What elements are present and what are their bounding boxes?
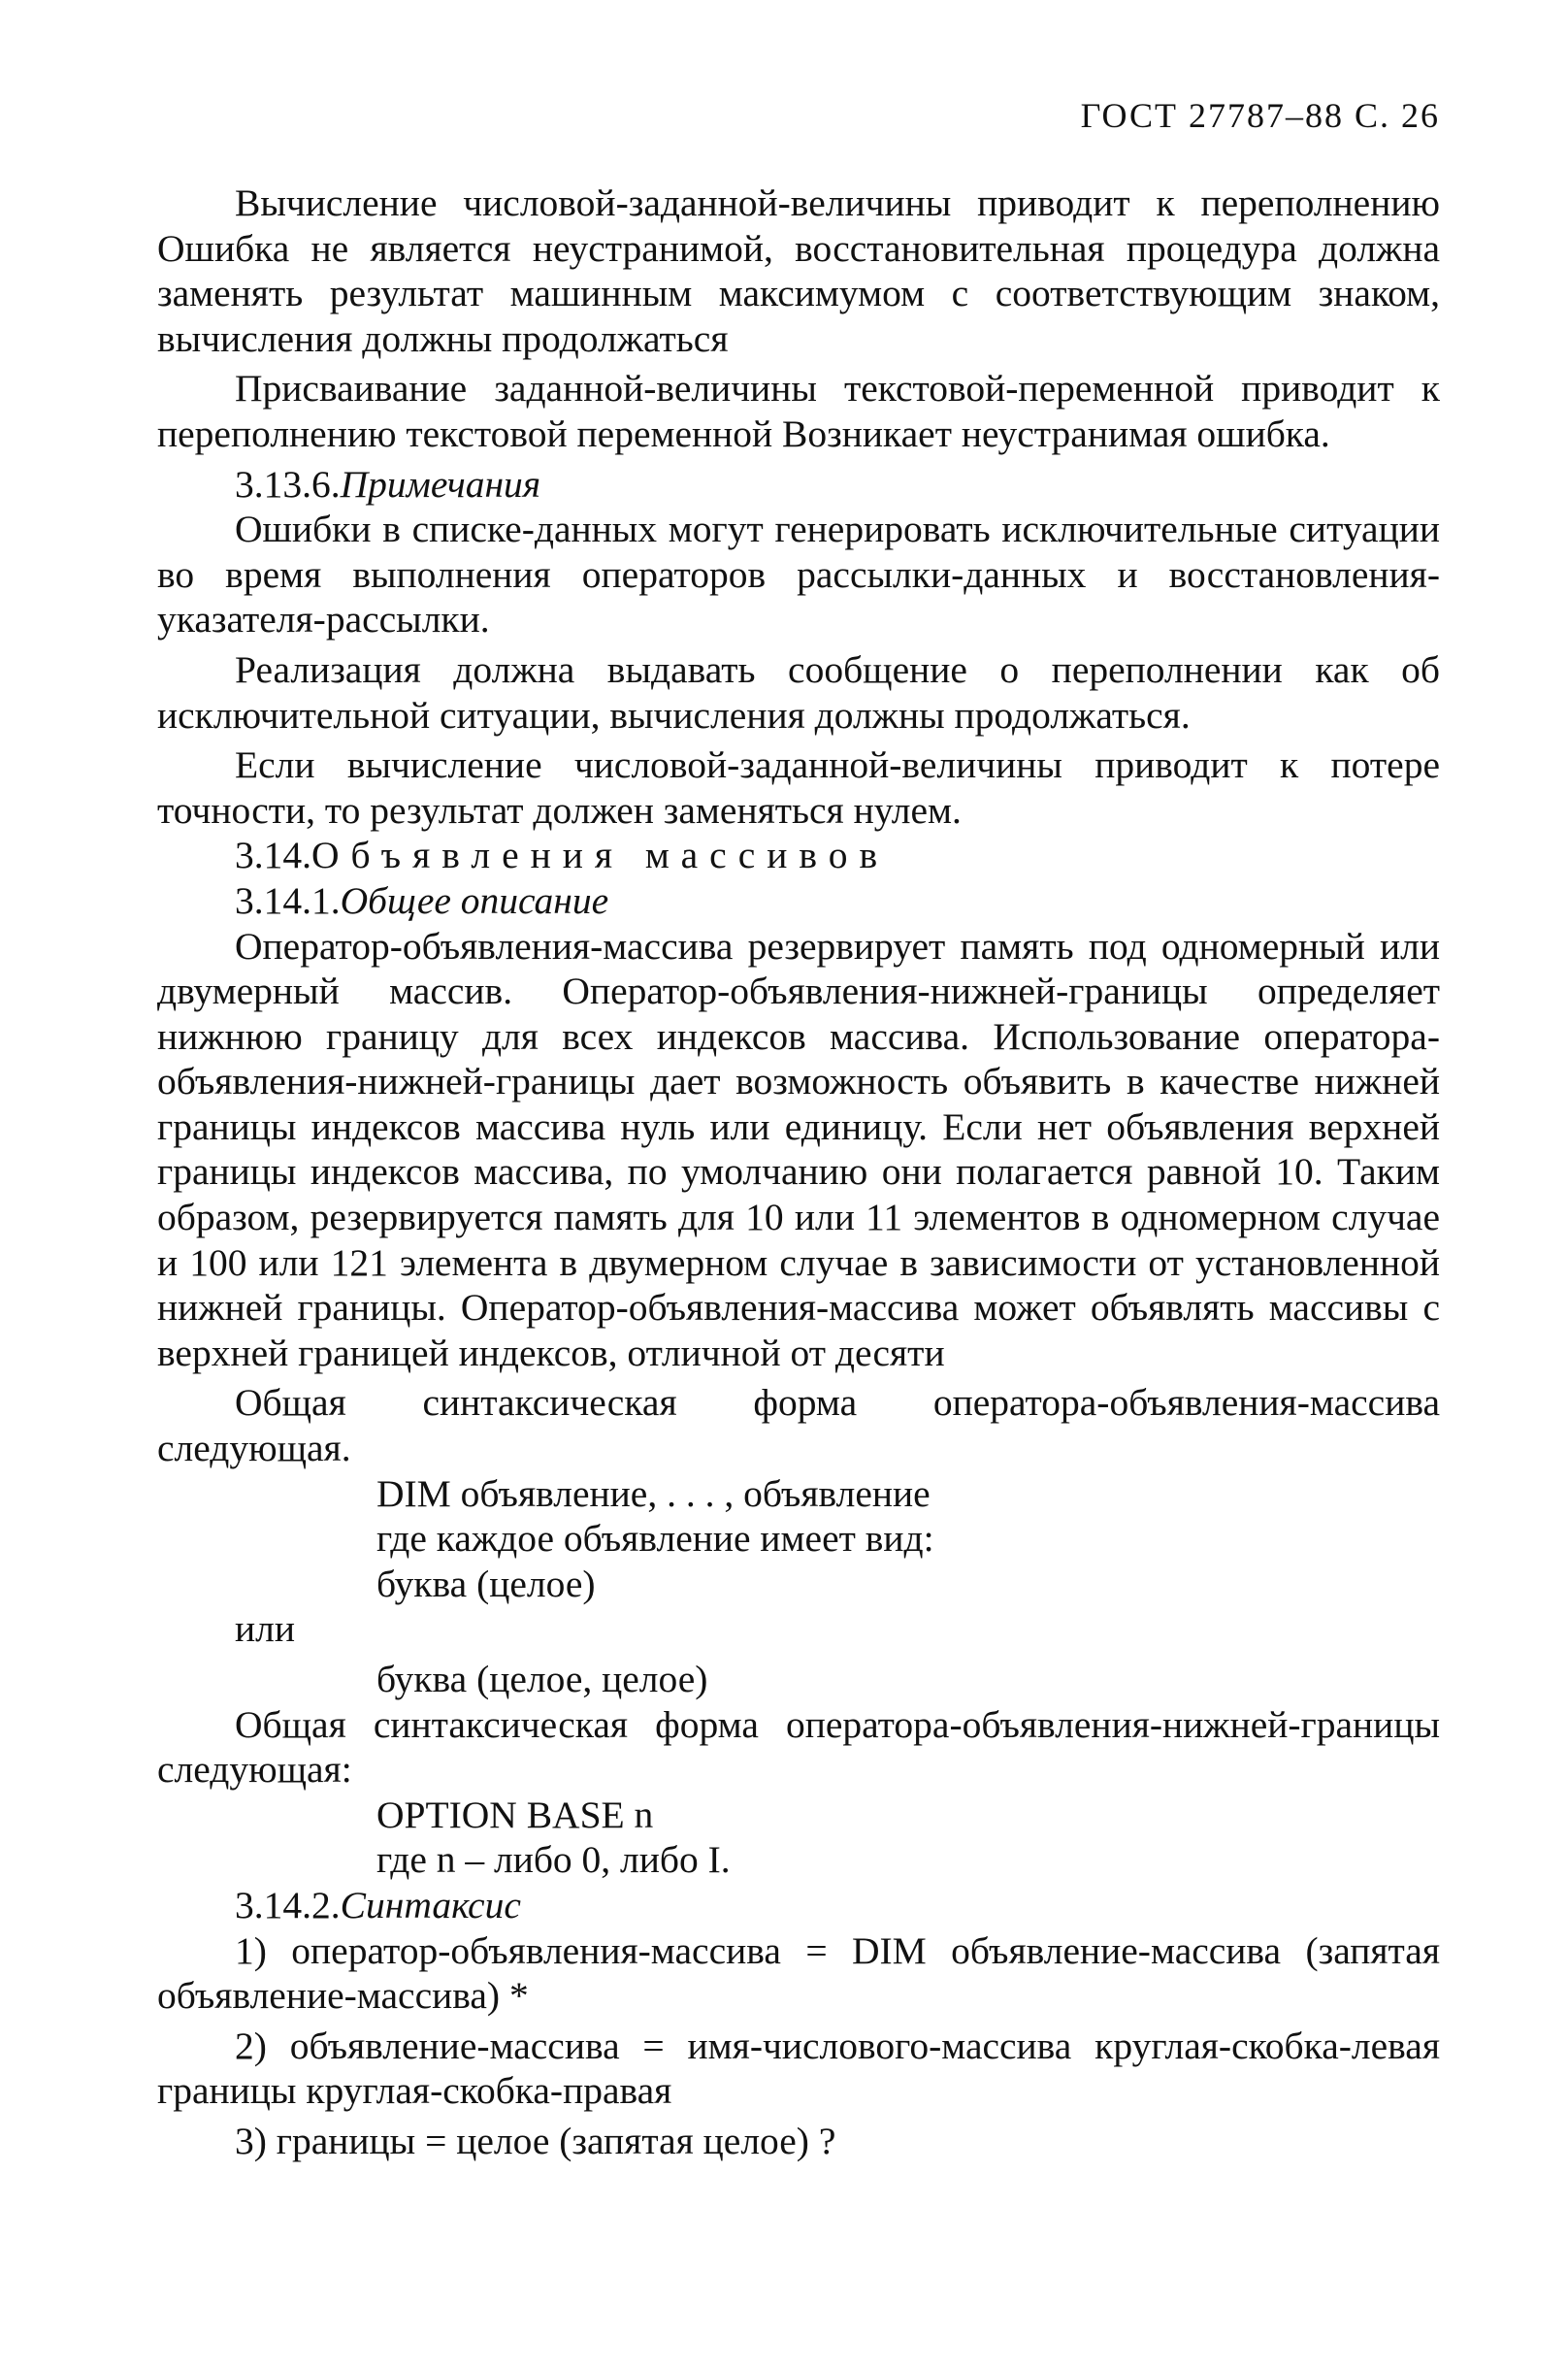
code-line-where-n: где n – либо 0, либо I. bbox=[376, 1838, 731, 1882]
section-number: 3.13.6. bbox=[235, 462, 341, 506]
section-title: Примечания bbox=[340, 462, 541, 506]
paragraph-option-base-intro: Общая синтаксическая форма оператора-объявления-нижней-границы следующая: bbox=[157, 1702, 1440, 1792]
section-title: Синтаксис bbox=[340, 1883, 521, 1926]
code-line-option-base: OPTION BASE n bbox=[376, 1793, 654, 1836]
section-heading-3-14-2 bbox=[157, 1883, 1440, 1928]
paragraph-array-description: Оператор-объявления-массива резервирует память под одномерный или двумерный массив. Оператор-объявления-нижней-границы определяет нижнюю границу для всех индексов массива. Использование оператора-объявления-нижней-границы дает возможность объявить в качестве нижней границы индексов массива нуль или единицу. Если нет объявления верхней границы индексов массива, по умолчанию они полагается равной 10. Таким образом, резервируется память для 10 или 11 элементов в одномерном случае и 100 или 121 элемента в двумерном случае в зависимости от установленной нижней границы. Оператор-объявления-массива может объявлять массивы с верхней границей индексов, отличной от десяти bbox=[157, 924, 1440, 1374]
paragraph-overflow-numeric: Вычисление числовой-заданной-величины приводит к переполнению Ошибка не является неустранимой, восстановительная процедура должна заменять результат машинным максимумом с соответствующим знаком, вычисления должны продолжаться bbox=[157, 181, 1440, 360]
or-line: или bbox=[235, 1607, 295, 1651]
section-number: 3.14.2. bbox=[235, 1883, 341, 1926]
code-line-where: где каждое объявление имеет вид: bbox=[376, 1517, 934, 1561]
syntax-rule-3: 3) границы = целое (запятая целое) ? bbox=[235, 2119, 836, 2162]
document-body bbox=[157, 181, 1440, 2164]
section-heading-3-14 bbox=[157, 833, 1440, 878]
syntax-rule-1: 1) оператор-объявления-массива = DIM объявление-массива (запятая объявление-массива) * bbox=[157, 1928, 1440, 2018]
paragraph-dim-syntax-intro: Общая синтаксическая форма оператора-объявления-массива следующая. bbox=[157, 1381, 1440, 1470]
paragraph-data-list-errors: Ошибки в списке-данных могут генерировать исключительные ситуации во время выполнения операторов рассылки-данных и восстановления-указателя-рассылки. bbox=[157, 508, 1440, 642]
code-line-letter-int: буква (целое) bbox=[376, 1562, 596, 1605]
code-line-letter-int-int: буква (целое, целое) bbox=[376, 1658, 708, 1700]
section-title: Объявления массивов bbox=[311, 834, 890, 877]
paragraph-precision-loss: Если вычисление числовой-заданной-величины приводит к потере точности, то результат должен заменяться нулем. bbox=[157, 743, 1440, 832]
paragraph-overflow-message: Реализация должна выдавать сообщение о переполнении как об исключительной ситуации, вычисления должны продолжаться. bbox=[157, 647, 1440, 737]
section-number: 3.14. bbox=[235, 834, 311, 877]
section-heading-3-14-1 bbox=[157, 878, 1440, 924]
paragraph-overflow-text: Присваивание заданной-величины текстовой-переменной приводит к переполнению текстовой переменной Возникает неустранимая ошибка. bbox=[157, 367, 1440, 455]
syntax-rule-2: 2) объявление-массива = имя-числового-массива круглая-скобка-левая границы круглая-скобка-правая bbox=[157, 2024, 1440, 2113]
code-line-dim: DIM объявление, . . . , объявление bbox=[376, 1471, 931, 1515]
page-header: ГОСТ 27787–88 С. 26 bbox=[1080, 96, 1440, 135]
section-number: 3.14.1. bbox=[235, 878, 341, 922]
section-heading-3-13-6 bbox=[157, 462, 1440, 508]
section-title: Общее описание bbox=[340, 878, 609, 922]
